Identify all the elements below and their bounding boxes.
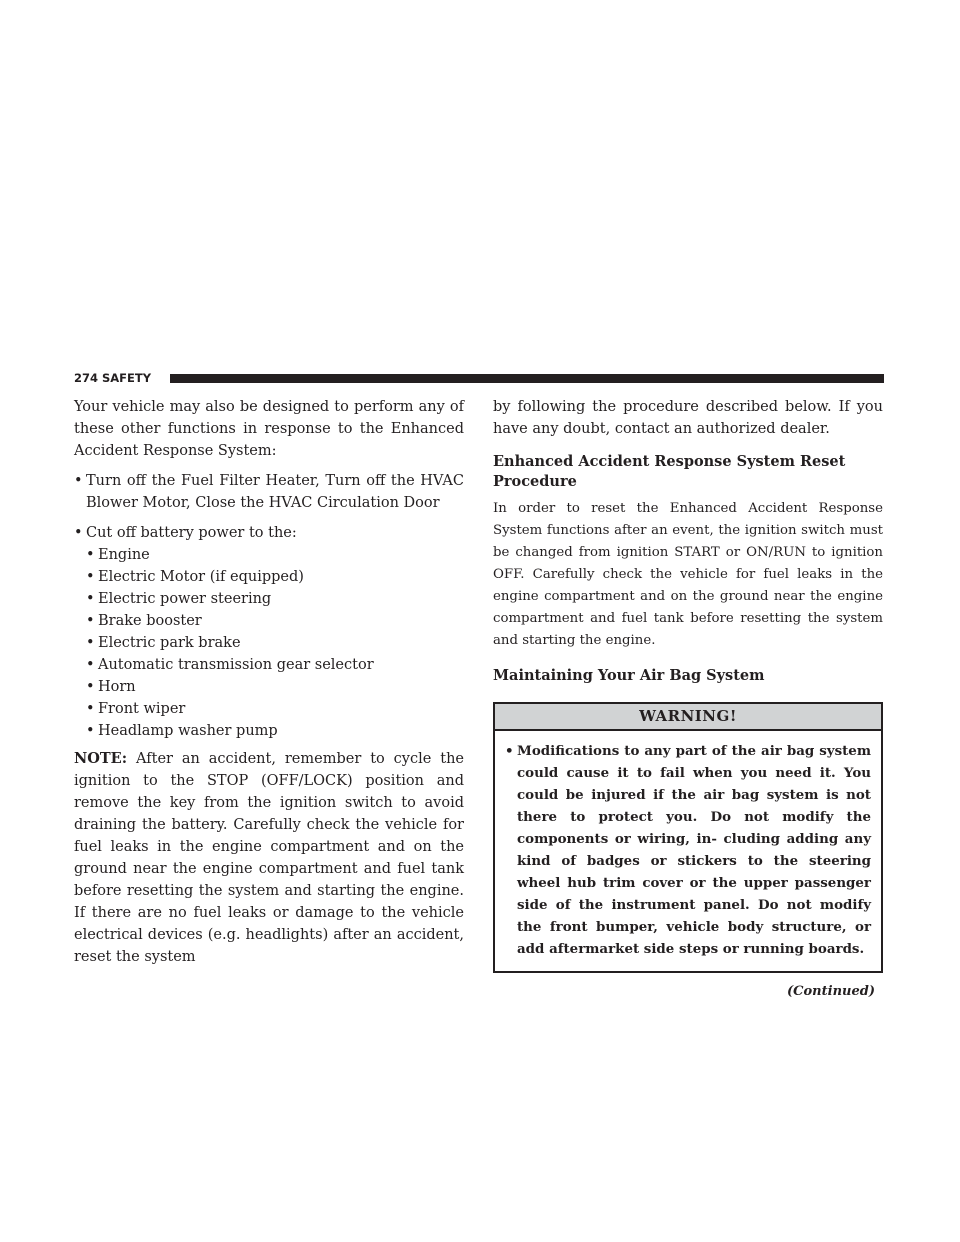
list-item: [86, 676, 464, 698]
bullet-icon: •: [86, 701, 95, 717]
warning-body: [495, 731, 881, 971]
reset-procedure-paragraph: In order to reset the Enhanced Accident Response System functions after an event, the ignition switch must be changed from ignition START or ON/RUN to ignition OFF. Carefully check the vehicle for fuel leaks in the engine compartment and on the ground near the engine compartment and fuel tank before resetting the system and starting the engine.: [493, 501, 883, 648]
bullet-item: [74, 522, 464, 544]
heading-line: Procedure: [493, 473, 577, 490]
warning-box: [493, 702, 883, 973]
note-paragraph: [74, 748, 464, 968]
list-item-text: Horn: [98, 679, 136, 695]
page-number: 274: [74, 371, 99, 385]
bullet-icon: •: [86, 547, 95, 563]
bullet-item: [74, 470, 464, 514]
list-item: [86, 720, 464, 742]
maintain-airbag-heading: Maintaining Your Air Bag System: [493, 667, 765, 684]
list-item: [86, 698, 464, 720]
bullet-icon: •: [86, 591, 95, 607]
bullet-icon: •: [86, 723, 95, 739]
continuation-paragraph: by following the procedure described below. If you have any doubt, contact an authorized dealer.: [493, 399, 883, 437]
list-item-text: Front wiper: [98, 701, 186, 717]
bullet-icon: •: [86, 657, 95, 673]
bullet-icon: •: [86, 635, 95, 651]
list-item: [86, 632, 464, 654]
list-item: [86, 610, 464, 632]
list-item: [86, 588, 464, 610]
list-item-text: Brake booster: [98, 613, 202, 629]
heading-line: Enhanced Accident Response System Reset: [493, 453, 846, 470]
list-item-text: Engine: [98, 547, 150, 563]
header-rule: [170, 374, 884, 383]
warning-title: WARNING!: [495, 704, 881, 731]
warning-text: Modifications to any part of the air bag system could cause it to fail when you need it. You could be injured if the air bag system is not there to protect you. Do not modify the components or wiring, in- cluding adding any kind of badges or stickers to the steering wheel hub trim cover or the upper passenger side of the instrument panel. Do not modify the front bumper, vehicle body structure, or add aftermarket side steps or running boards.: [517, 743, 871, 957]
bullet-text: Cut off battery power to the:: [86, 525, 297, 541]
bullet-icon: •: [86, 613, 95, 629]
list-item: [86, 544, 464, 566]
continued-label: (Continued): [787, 984, 875, 999]
page-header: [74, 370, 884, 386]
bullet-icon: •: [86, 569, 95, 585]
list-item-text: Electric power steering: [98, 591, 272, 607]
left-column: [74, 396, 464, 968]
list-item: [86, 654, 464, 676]
bullet-icon: •: [505, 743, 514, 759]
section-title: SAFETY: [102, 371, 152, 385]
reset-procedure-heading: [493, 452, 883, 492]
list-item: [86, 566, 464, 588]
list-item-text: Automatic transmission gear selector: [98, 657, 374, 673]
bullet-icon: •: [74, 525, 83, 541]
list-item-text: Electric park brake: [98, 635, 241, 651]
list-item-text: Headlamp washer pump: [98, 723, 278, 739]
sub-list: [86, 544, 464, 742]
bullet-text: Turn off the Fuel Filter Heater, Turn off the HVAC Blower Motor, Close the HVAC Circulation Door: [86, 473, 464, 511]
list-item-text: Electric Motor (if equipped): [98, 569, 304, 585]
bullet-icon: •: [74, 473, 83, 489]
note-label: NOTE:: [74, 750, 128, 767]
bullet-icon: •: [86, 679, 95, 695]
intro-paragraph: Your vehicle may also be designed to perform any of these other functions in response to the Enhanced Accident Response System:: [74, 399, 464, 459]
right-column: [493, 396, 883, 1003]
note-text: After an accident, remember to cycle the ignition to the STOP (OFF/LOCK) position and remove the key from the ignition switch to avoid draining the battery. Carefully check the vehicle for fuel leaks in the engine compartment and on the ground near the engine compartment and fuel tank before resetting the system and starting the engine. If there are no fuel leaks or damage to the vehicle electrical devices (e.g. headlights) after an accident, reset the system: [74, 751, 464, 965]
